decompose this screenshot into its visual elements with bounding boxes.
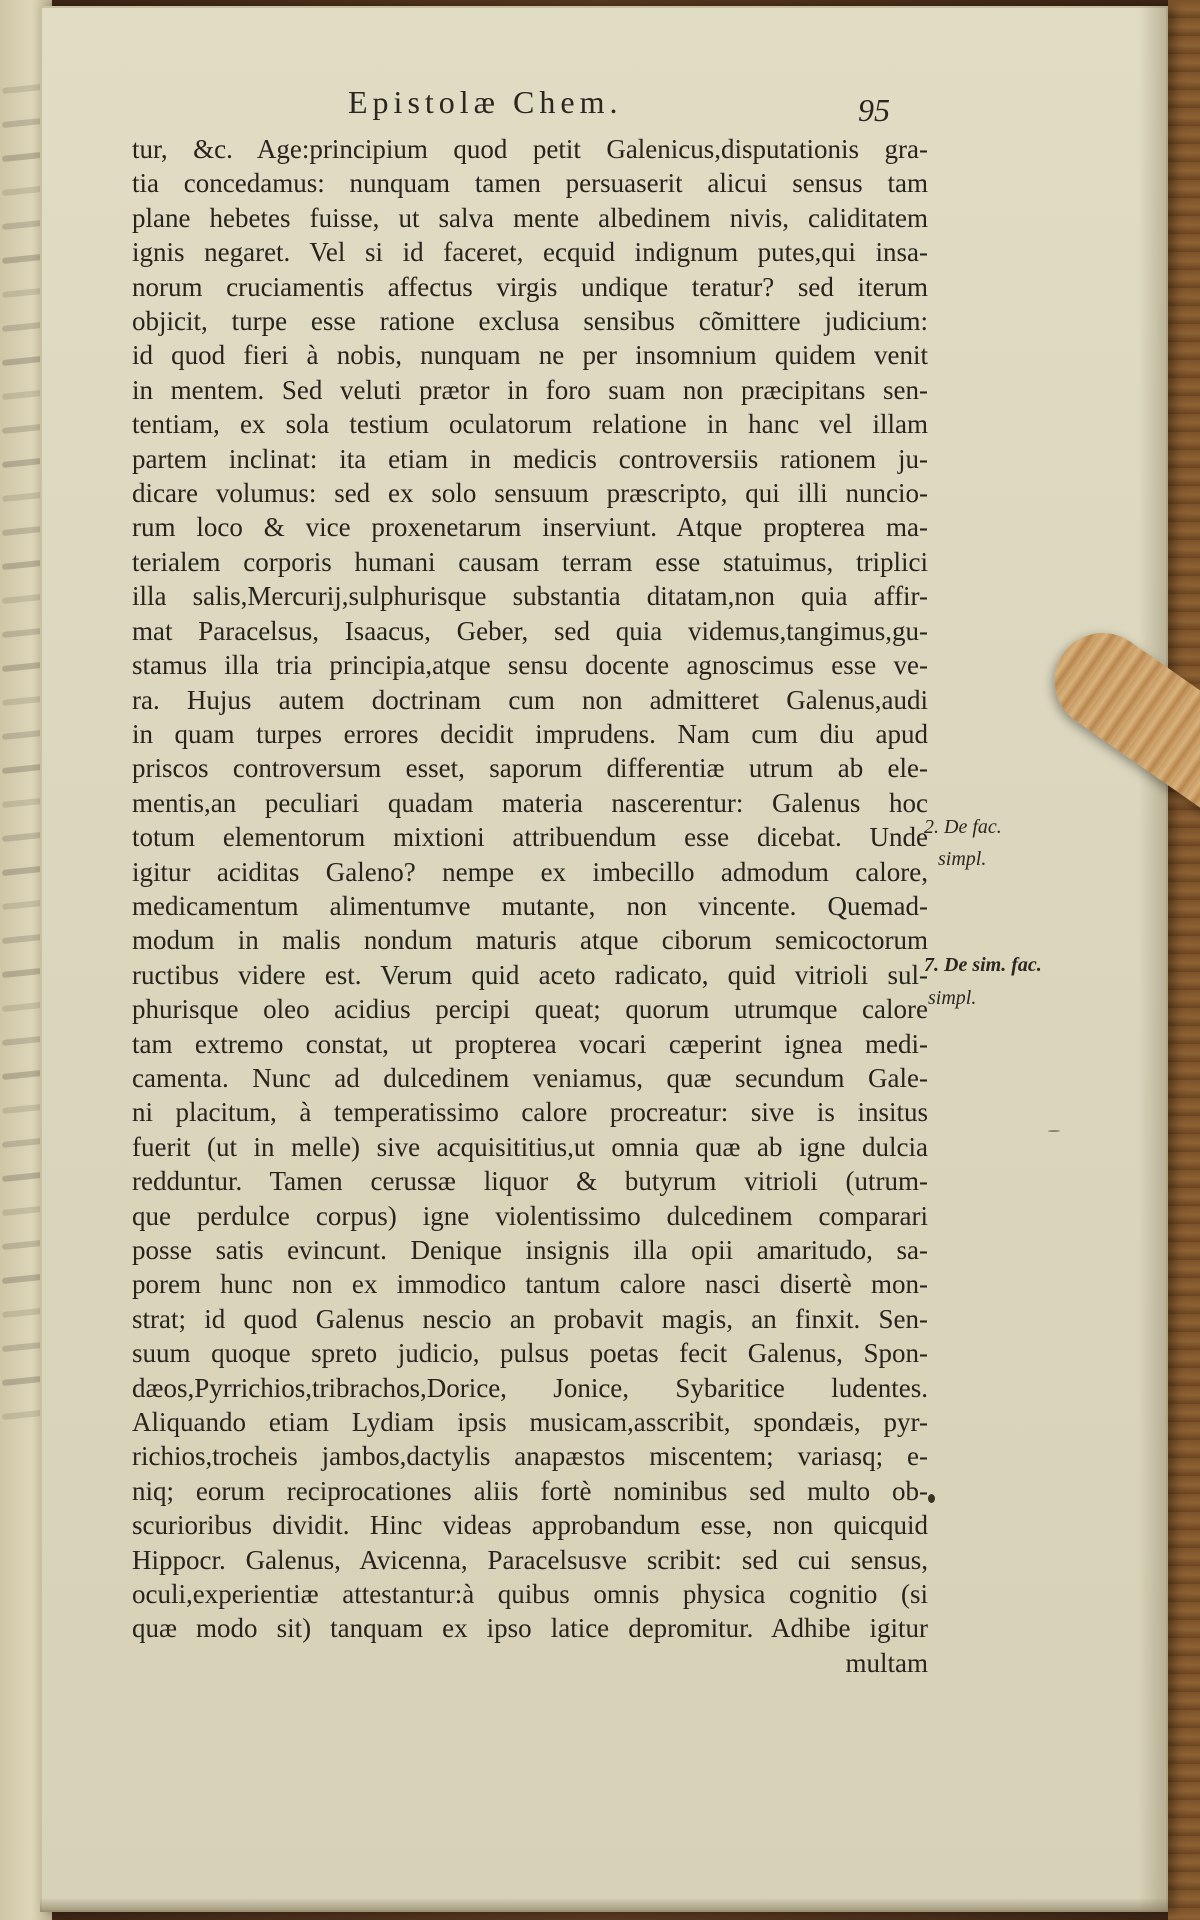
- bleed-through-mark: [2, 526, 42, 536]
- text-line: porem hunc non ex immodico tantum calore nasci disertè mon-: [132, 1269, 928, 1300]
- bleed-through-mark: [2, 560, 42, 570]
- text-line: redduntur. Tamen cerussæ liquor & butyrum vitrioli (utrum-: [132, 1166, 928, 1197]
- bleed-through-mark: [2, 390, 42, 400]
- bleed-through-mark: [2, 1172, 42, 1182]
- text-line: Aliquando etiam Lydiam ipsis musicam,asscribit, spondæis, pyr-: [132, 1407, 928, 1438]
- bleed-through-mark: [2, 458, 42, 468]
- bleed-through-mark: [2, 1036, 42, 1046]
- running-head: Epistolæ Chem.: [348, 84, 623, 120]
- bleed-through-mark: [2, 84, 42, 94]
- text-line: Hippocr. Galenus, Avicenna, Paracelsusve scribit: sed cui sensus,: [132, 1544, 928, 1575]
- bleed-through-mark: [2, 424, 42, 434]
- text-line: mentis,an peculiari quadam materia nascerentur: Galenus hoc: [132, 787, 928, 818]
- text-line: oculi,experientiæ attestantur:à quibus omnis physica cognitio (si: [132, 1579, 928, 1610]
- text-line: fuerit (ut in melle) sive acquisititius,ut omnia quæ ab igne dulcia: [132, 1131, 928, 1162]
- bleed-through-mark: [2, 220, 42, 230]
- bleed-through-mark: [2, 1308, 42, 1318]
- text-line: scurioribus dividit. Hinc videas approbandum esse, non quicquid: [132, 1510, 928, 1541]
- bleed-through-mark: [2, 832, 42, 842]
- text-line: phurisque oleo acidius percipi queat; quorum utrumque calore: [132, 994, 928, 1025]
- text-line: suum quoque spreto judicio, pulsus poetas fecit Galenus, Spon-: [132, 1338, 928, 1369]
- body-text: [132, 132, 928, 1680]
- bleed-through-mark: [2, 798, 42, 808]
- text-line: strat; id quod Galenus nescio an probavit magis, an finxit. Sen-: [132, 1303, 928, 1334]
- text-line: quæ modo sit) tanquam ex ipso latice depromitur. Adhibe igitur: [132, 1613, 928, 1644]
- catchword: multam: [845, 1647, 928, 1678]
- bleed-through-mark: [2, 322, 42, 332]
- text-line: modum in malis nondum maturis atque ciborum semicoctorum: [132, 925, 928, 956]
- bleed-through-mark: [2, 696, 42, 706]
- bleed-through-mark: [2, 730, 42, 740]
- bleed-through-mark: [2, 1240, 42, 1250]
- text-line: stamus illa tria principia,atque sensu docente agnoscimus esse ve-: [132, 650, 928, 681]
- wooden-table-edge: [1168, 0, 1200, 1920]
- text-line: ni placitum, à temperatissimo calore procreatur: sive is insitus: [132, 1097, 928, 1128]
- text-line: priscos controversum esset, saporum differentiæ utrum ab ele-: [132, 753, 928, 784]
- bleed-through-mark: [2, 900, 42, 910]
- text-line: mat Paracelsus, Isaacus, Geber, sed quia videmus,tangimus,gu-: [132, 615, 928, 646]
- text-line: tur, &c. Age:principium quod petit Galenicus,disputationis gra-: [132, 134, 928, 164]
- bleed-through-mark: [2, 288, 42, 298]
- margin-note-reference-cont: simpl.: [928, 987, 977, 1009]
- bleed-through-mark: [2, 186, 42, 196]
- text-line: in quam turpes errores decidit imprudens. Nam cum diu apud: [132, 718, 928, 749]
- bleed-through-mark: [2, 628, 42, 638]
- text-line: objicit, turpe esse ratione exclusa sensibus cõmittere judicium:: [132, 306, 928, 337]
- text-line: dæos,Pyrrichios,tribrachos,Dorice, Jonice, Sybaritice ludentes.: [132, 1372, 928, 1403]
- bleed-through-mark: [2, 968, 42, 978]
- ink-speck: [928, 1494, 935, 1503]
- page-bottom-shadow: [40, 1898, 1168, 1912]
- text-line: totum elementorum mixtioni attribuendum esse dicebat. Unde: [132, 822, 928, 853]
- text-line: niq; eorum reciprocationes aliis fortè nominibus sed multo ob-: [132, 1475, 928, 1506]
- ink-speck: [1048, 1130, 1060, 1132]
- margin-note-reference: 7. De sim. fac.: [924, 954, 1042, 976]
- text-line: ignis negaret. Vel si id faceret, ecquid indignum putes,qui insa-: [132, 237, 928, 268]
- bleed-through-mark: [2, 1002, 42, 1012]
- bleed-through-mark: [2, 356, 42, 366]
- bleed-through-mark: [2, 1342, 42, 1352]
- text-line: que perdulce corpus) igne violentissimo dulcedinem comparari: [132, 1200, 928, 1231]
- text-line: ructibus videre est. Verum quid aceto radicato, quid vitrioli sul-: [132, 959, 928, 990]
- text-line: tia concedamus: nunquam tamen persuaserit alicui sensus tam: [132, 168, 928, 199]
- bleed-through-mark: [2, 1070, 42, 1080]
- text-line: partem inclinat: ita etiam in medicis controversiis rationem ju-: [132, 443, 928, 474]
- page-shadow: [1138, 6, 1168, 1912]
- margin-note-reference: 2. De fac.: [924, 816, 1002, 838]
- text-line: tam extremo constat, ut propterea vocari cæperint ignea medi-: [132, 1028, 928, 1059]
- text-line: plane hebetes fuisse, ut salva mente albedinem nivis, caliditatem: [132, 202, 928, 233]
- text-line: dicare volumus: sed ex solo sensuum præscripto, qui illi nuncio-: [132, 478, 928, 509]
- bleed-through-mark: [2, 1410, 42, 1420]
- text-line: rum loco & vice proxenetarum inserviunt. Atque propterea ma-: [132, 512, 928, 543]
- bleed-through-mark: [2, 866, 42, 876]
- book-page: [40, 6, 1168, 1912]
- page-number: 95: [858, 92, 890, 128]
- bleed-through-mark: [2, 1138, 42, 1148]
- text-line: camenta. Nunc ad dulcedinem veniamus, quæ secundum Gale-: [132, 1062, 928, 1093]
- bleed-through-mark: [2, 662, 42, 672]
- text-line: ra. Hujus autem doctrinam cum non admitteret Galenus,audi: [132, 684, 928, 715]
- text-line: tentiam, ex sola testium oculatorum relatione in hanc vel illam: [132, 409, 928, 440]
- bleed-through-mark: [2, 934, 42, 944]
- text-line: id quod fieri à nobis, nunquam ne per insomnium quidem venit: [132, 340, 928, 371]
- bleed-through-mark: [2, 152, 42, 162]
- text-line: posse satis evincunt. Denique insignis illa opii amaritudo, sa-: [132, 1235, 928, 1265]
- text-line: medicamentum alimentumve mutante, non vincente. Quemad-: [132, 890, 928, 921]
- text-line: richios,trocheis jambos,dactylis anapæstos miscentem; variasq; e-: [132, 1441, 928, 1472]
- bleed-through-mark: [2, 492, 42, 502]
- margin-note-reference-cont: simpl.: [938, 848, 987, 870]
- bleed-through-mark: [2, 1104, 42, 1114]
- bleed-through-mark: [2, 1376, 42, 1386]
- bleed-through-mark: [2, 1274, 42, 1284]
- bleed-through-mark: [2, 594, 42, 604]
- bleed-through-mark: [2, 254, 42, 264]
- text-line: illa salis,Mercurij,sulphurisque substantia ditatam,non quia affir-: [132, 581, 928, 612]
- text-line: norum cruciamentis affectus virgis undique teratur? sed iterum: [132, 271, 928, 302]
- bleed-through-mark: [2, 1206, 42, 1216]
- text-line: igitur aciditas Galeno? nempe ex imbecillo admodum calore,: [132, 856, 928, 887]
- bleed-through-mark: [2, 118, 42, 128]
- bleed-through-mark: [2, 764, 42, 774]
- text-line: in mentem. Sed veluti prætor in foro suam non præcipitans sen-: [132, 374, 928, 405]
- text-line: terialem corporis humani causam terram esse statuimus, triplici: [132, 546, 928, 577]
